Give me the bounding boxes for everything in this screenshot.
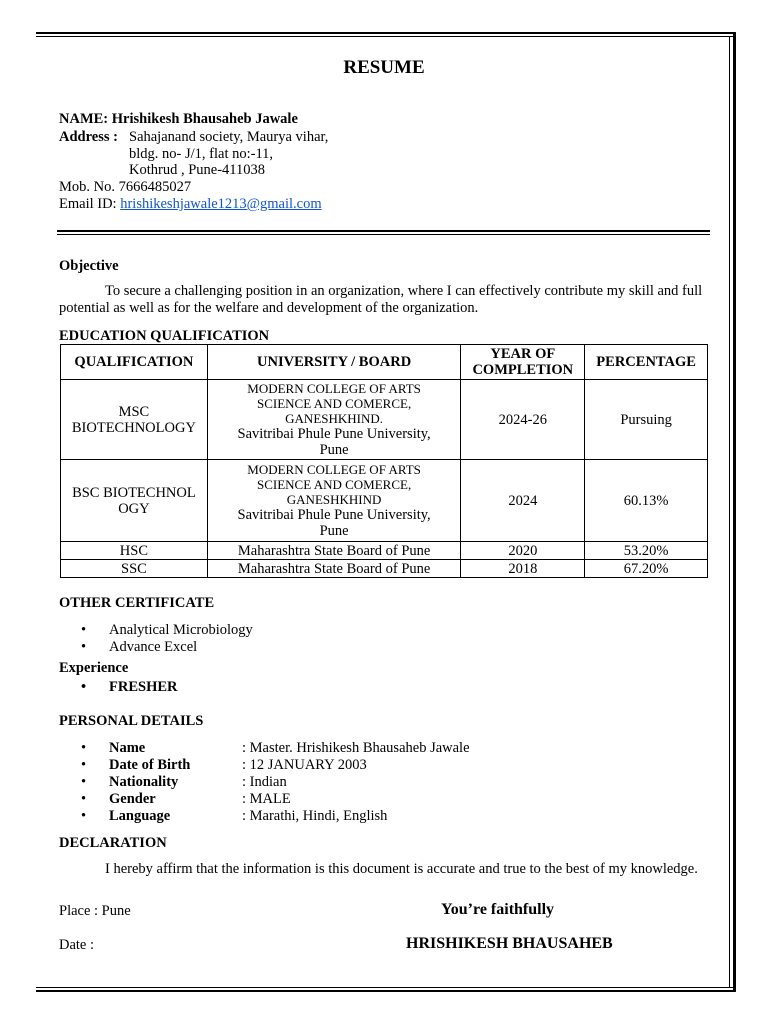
bullet-icon: • <box>81 791 87 807</box>
address-line-2: bldg. no- J/1, flat no:-11, <box>129 146 274 162</box>
table-row <box>61 560 708 578</box>
objective-heading: Objective <box>59 258 119 274</box>
detail-value: : Marathi, Hindi, English <box>242 808 388 824</box>
education-table <box>60 344 708 578</box>
bullet-icon: • <box>81 808 87 824</box>
closing-text: You’re faithfully <box>441 901 555 918</box>
address-line-3: Kothrud , Pune-411038 <box>129 162 265 178</box>
resume-title: RESUME <box>343 57 425 78</box>
table-row <box>61 380 708 460</box>
cell-year: 2024-26 <box>461 380 585 460</box>
cell-qualification: BSC BIOTECHNOLOGY <box>61 460 208 542</box>
bullet-icon: • <box>81 639 87 655</box>
detail-value: : Indian <box>242 774 287 790</box>
cell-qualification: MSC BIOTECHNOLOGY <box>61 380 208 460</box>
detail-value: : Master. Hrishikesh Bhausaheb Jawale <box>242 740 470 756</box>
cell-year: 2024 <box>461 460 585 542</box>
experience-heading: Experience <box>59 660 129 676</box>
address-label: Address : <box>59 129 118 145</box>
col-percentage: PERCENTAGE <box>585 345 708 380</box>
declaration-text: I hereby affirm that the information is this document is accurate and true to the best of my knowledge. <box>105 861 698 877</box>
cell-university: Maharashtra State Board of Pune <box>207 542 461 560</box>
date-line: Date : <box>59 937 95 953</box>
bullet-icon: • <box>81 740 87 756</box>
signature-name: HRISHIKESH BHAUSAHEB <box>406 935 613 952</box>
header-separator <box>57 230 710 232</box>
detail-label: Language <box>109 808 171 824</box>
email-row <box>59 196 322 213</box>
mobile-number: Mob. No. 7666485027 <box>59 179 192 195</box>
list-item: Advance Excel <box>109 639 198 655</box>
place-line: Place : Pune <box>59 903 131 919</box>
detail-label: Gender <box>109 791 156 807</box>
education-heading: EDUCATION QUALIFICATION <box>59 328 270 344</box>
bullet-icon: • <box>81 774 87 790</box>
cell-percentage: 53.20% <box>585 542 708 560</box>
cell-year: 2020 <box>461 542 585 560</box>
address-line-1: Sahajanand society, Maurya vihar, <box>129 129 329 145</box>
personal-heading: PERSONAL DETAILS <box>59 713 204 729</box>
cell-university: Maharashtra State Board of Pune <box>207 560 461 578</box>
cell-university: MODERN COLLEGE OF ARTS SCIENCE AND COMERCE, GANESHKHIND Savitribai Phule Pune University, Pune <box>207 460 461 542</box>
cell-percentage: 60.13% <box>585 460 708 542</box>
bullet-icon: • <box>81 622 87 638</box>
cell-percentage: 67.20% <box>585 560 708 578</box>
objective-text: To secure a challenging position in an organization, where I can effectively contribute my skill and full potential as well as for the welfare and development of the organization. <box>59 283 703 316</box>
email-link[interactable]: hrishikeshjawale1213@gmail.com <box>120 196 322 212</box>
col-year: YEAR OF COMPLETION <box>461 345 585 380</box>
table-row <box>61 542 708 560</box>
detail-label: Date of Birth <box>109 757 191 773</box>
col-qualification: QUALIFICATION <box>61 345 208 380</box>
detail-label: Name <box>109 740 146 756</box>
email-label: Email ID: <box>59 196 117 212</box>
table-row <box>61 460 708 542</box>
cell-percentage: Pursuing <box>585 380 708 460</box>
detail-label: Nationality <box>109 774 179 790</box>
detail-value: : MALE <box>242 791 291 807</box>
name-line: NAME: Hrishikesh Bhausaheb Jawale <box>59 111 298 127</box>
certificate-heading: OTHER CERTIFICATE <box>59 595 215 611</box>
cell-qualification: HSC <box>61 542 208 560</box>
cell-qualification: SSC <box>61 560 208 578</box>
cell-year: 2018 <box>461 560 585 578</box>
list-item: FRESHER <box>109 679 178 695</box>
bullet-icon: • <box>81 757 87 773</box>
declaration-heading: DECLARATION <box>59 835 167 851</box>
header-separator-thin <box>57 234 710 235</box>
table-header-row <box>61 345 708 380</box>
cell-university: MODERN COLLEGE OF ARTS SCIENCE AND COMERCE, GANESHKHIND. Savitribai Phule Pune University, Pune <box>207 380 461 460</box>
bullet-icon: • <box>81 679 87 695</box>
list-item: Analytical Microbiology <box>109 622 253 638</box>
detail-value: : 12 JANUARY 2003 <box>242 757 367 773</box>
col-university: UNIVERSITY / BOARD <box>207 345 461 380</box>
